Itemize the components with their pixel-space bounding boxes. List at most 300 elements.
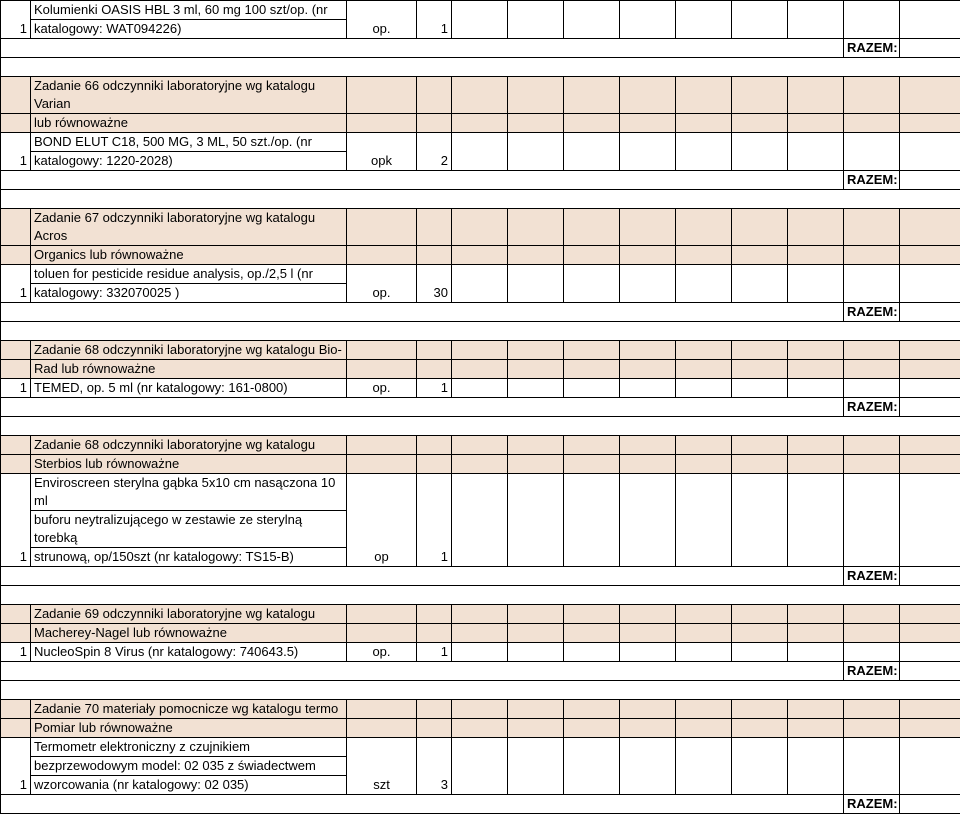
price-cell[interactable] bbox=[844, 643, 900, 662]
empty-cell bbox=[564, 114, 620, 133]
empty-cell bbox=[900, 719, 960, 738]
spacer-cell bbox=[1, 681, 960, 700]
empty-cell bbox=[844, 605, 900, 624]
price-cell[interactable] bbox=[676, 379, 732, 398]
item-description: TEMED, op. 5 ml (nr katalogowy: 161-0800) bbox=[31, 379, 347, 398]
empty-cell bbox=[900, 700, 960, 719]
price-cell[interactable] bbox=[452, 1, 508, 39]
empty-cell bbox=[564, 700, 620, 719]
empty-cell bbox=[452, 114, 508, 133]
empty-cell bbox=[564, 436, 620, 455]
lp-cell: 1 bbox=[1, 474, 31, 567]
empty-cell bbox=[508, 719, 564, 738]
total-value[interactable] bbox=[900, 171, 960, 190]
price-cell[interactable] bbox=[620, 379, 676, 398]
empty-cell bbox=[620, 341, 676, 360]
task-header: Zadanie 70 materiały pomocnicze wg katalogu termo bbox=[31, 700, 347, 719]
empty-cell bbox=[452, 455, 508, 474]
spacer-row bbox=[1, 322, 960, 341]
empty-cell bbox=[508, 700, 564, 719]
task-header: Pomiar lub równoważne bbox=[31, 719, 347, 738]
empty-cell bbox=[452, 605, 508, 624]
price-cell[interactable] bbox=[788, 265, 844, 303]
price-cell[interactable] bbox=[732, 379, 788, 398]
price-cell[interactable] bbox=[844, 265, 900, 303]
lp-cell: 1 bbox=[1, 265, 31, 303]
item-description: strunową, op/150szt (nr katalogowy: TS15-B) bbox=[31, 548, 347, 567]
empty-cell bbox=[676, 209, 732, 246]
price-cell[interactable] bbox=[564, 379, 620, 398]
empty-cell bbox=[508, 360, 564, 379]
empty-cell bbox=[620, 455, 676, 474]
item-description: Kolumienki OASIS HBL 3 ml, 60 mg 100 szt/op. (nr bbox=[31, 1, 347, 20]
empty-cell bbox=[844, 114, 900, 133]
empty-cell bbox=[788, 624, 844, 643]
empty-cell bbox=[452, 700, 508, 719]
item-description: buforu neytralizującego w zestawie ze sterylną torebką bbox=[31, 511, 347, 548]
empty-cell bbox=[1, 398, 844, 417]
quantity-cell: 1 bbox=[417, 1, 452, 39]
empty-cell bbox=[844, 77, 900, 114]
empty-cell bbox=[347, 436, 417, 455]
empty-cell bbox=[347, 455, 417, 474]
empty-cell bbox=[1, 567, 844, 586]
item-row bbox=[1, 379, 960, 398]
empty-cell bbox=[676, 455, 732, 474]
price-cell[interactable] bbox=[564, 474, 620, 567]
empty-cell bbox=[620, 719, 676, 738]
empty-cell bbox=[347, 246, 417, 265]
price-cell[interactable] bbox=[452, 265, 508, 303]
empty-cell bbox=[732, 719, 788, 738]
total-value[interactable] bbox=[900, 567, 960, 586]
empty-cell bbox=[732, 246, 788, 265]
lp-cell bbox=[1, 77, 31, 114]
empty-cell bbox=[620, 436, 676, 455]
empty-cell bbox=[900, 209, 960, 246]
empty-cell bbox=[417, 341, 452, 360]
spacer-cell bbox=[1, 58, 960, 77]
empty-cell bbox=[844, 719, 900, 738]
empty-cell bbox=[844, 246, 900, 265]
total-value[interactable] bbox=[900, 39, 960, 58]
item-description: wzorcowania (nr katalogowy: 02 035) bbox=[31, 776, 347, 795]
price-cell[interactable] bbox=[508, 379, 564, 398]
task-header-row bbox=[1, 455, 960, 474]
item-description: Enviroscreen sterylna gąbka 5x10 cm nasączona 10 ml bbox=[31, 474, 347, 511]
task-header: Zadanie 68 odczynniki laboratoryjne wg katalogu bbox=[31, 436, 347, 455]
unit-cell: szt bbox=[347, 738, 417, 795]
empty-cell bbox=[564, 246, 620, 265]
empty-cell bbox=[508, 624, 564, 643]
empty-cell bbox=[347, 209, 417, 246]
item-row bbox=[1, 643, 960, 662]
price-cell[interactable] bbox=[900, 265, 960, 303]
empty-cell bbox=[508, 246, 564, 265]
item-row bbox=[1, 738, 960, 757]
task-header-row bbox=[1, 360, 960, 379]
total-row bbox=[1, 39, 960, 58]
empty-cell bbox=[788, 719, 844, 738]
price-cell[interactable] bbox=[844, 1, 900, 39]
empty-cell bbox=[417, 77, 452, 114]
item-description: katalogowy: 332070025 ) bbox=[31, 284, 347, 303]
price-cell[interactable] bbox=[900, 474, 960, 567]
empty-cell bbox=[732, 341, 788, 360]
lp-cell: 1 bbox=[1, 738, 31, 795]
empty-cell bbox=[844, 360, 900, 379]
spacer-row bbox=[1, 681, 960, 700]
price-cell[interactable] bbox=[620, 1, 676, 39]
empty-cell bbox=[508, 455, 564, 474]
price-cell[interactable] bbox=[452, 379, 508, 398]
price-cell[interactable] bbox=[620, 738, 676, 795]
empty-cell bbox=[788, 77, 844, 114]
task-header: Macherey-Nagel lub równoważne bbox=[31, 624, 347, 643]
empty-cell bbox=[347, 114, 417, 133]
lp-cell bbox=[1, 209, 31, 246]
empty-cell bbox=[564, 719, 620, 738]
empty-cell bbox=[508, 209, 564, 246]
lp-cell bbox=[1, 360, 31, 379]
total-label: RAZEM: bbox=[844, 567, 900, 586]
empty-cell bbox=[417, 246, 452, 265]
empty-cell bbox=[676, 700, 732, 719]
empty-cell bbox=[1, 39, 844, 58]
empty-cell bbox=[564, 341, 620, 360]
task-header: Organics lub równoważne bbox=[31, 246, 347, 265]
lp-cell: 1 bbox=[1, 133, 31, 171]
empty-cell bbox=[620, 114, 676, 133]
task-header-row bbox=[1, 605, 960, 624]
quantity-cell: 2 bbox=[417, 133, 452, 171]
empty-cell bbox=[676, 360, 732, 379]
task-header-row bbox=[1, 209, 960, 246]
lp-cell bbox=[1, 700, 31, 719]
empty-cell bbox=[347, 77, 417, 114]
empty-cell bbox=[844, 455, 900, 474]
price-cell[interactable] bbox=[508, 1, 564, 39]
empty-cell bbox=[788, 246, 844, 265]
unit-cell: op bbox=[347, 474, 417, 567]
total-value[interactable] bbox=[900, 662, 960, 681]
price-cell[interactable] bbox=[452, 133, 508, 171]
price-cell[interactable] bbox=[564, 133, 620, 171]
total-label: RAZEM: bbox=[844, 398, 900, 417]
empty-cell bbox=[620, 246, 676, 265]
empty-cell bbox=[347, 360, 417, 379]
empty-cell bbox=[417, 719, 452, 738]
empty-cell bbox=[564, 455, 620, 474]
price-cell[interactable] bbox=[620, 474, 676, 567]
empty-cell bbox=[788, 114, 844, 133]
spacer-cell bbox=[1, 322, 960, 341]
price-cell[interactable] bbox=[508, 133, 564, 171]
price-cell[interactable] bbox=[508, 265, 564, 303]
empty-cell bbox=[452, 246, 508, 265]
price-cell[interactable] bbox=[452, 738, 508, 795]
unit-cell: op. bbox=[347, 379, 417, 398]
empty-cell bbox=[508, 341, 564, 360]
price-cell[interactable] bbox=[732, 474, 788, 567]
empty-cell bbox=[564, 77, 620, 114]
empty-cell bbox=[620, 77, 676, 114]
quantity-cell: 30 bbox=[417, 265, 452, 303]
empty-cell bbox=[417, 624, 452, 643]
price-cell[interactable] bbox=[620, 643, 676, 662]
empty-cell bbox=[620, 624, 676, 643]
quantity-cell: 1 bbox=[417, 474, 452, 567]
total-row bbox=[1, 795, 960, 814]
spacer-cell bbox=[1, 190, 960, 209]
item-description: toluen for pesticide residue analysis, op./2,5 l (nr bbox=[31, 265, 347, 284]
lp-cell bbox=[1, 624, 31, 643]
empty-cell bbox=[732, 436, 788, 455]
price-cell[interactable] bbox=[676, 1, 732, 39]
empty-cell bbox=[676, 719, 732, 738]
lp-cell: 1 bbox=[1, 1, 31, 39]
task-header: Zadanie 67 odczynniki laboratoryjne wg katalogu Acros bbox=[31, 209, 347, 246]
empty-cell bbox=[732, 455, 788, 474]
empty-cell bbox=[1, 795, 844, 814]
price-cell[interactable] bbox=[844, 474, 900, 567]
task-header: Zadanie 69 odczynniki laboratoryjne wg katalogu bbox=[31, 605, 347, 624]
price-cell[interactable] bbox=[844, 133, 900, 171]
unit-cell: opk bbox=[347, 133, 417, 171]
price-cell[interactable] bbox=[564, 643, 620, 662]
price-cell[interactable] bbox=[788, 1, 844, 39]
empty-cell bbox=[788, 700, 844, 719]
task-header: lub równoważne bbox=[31, 114, 347, 133]
item-row bbox=[1, 1, 960, 20]
empty-cell bbox=[732, 360, 788, 379]
price-cell[interactable] bbox=[732, 643, 788, 662]
price-cell[interactable] bbox=[676, 643, 732, 662]
price-cell[interactable] bbox=[900, 133, 960, 171]
price-cell[interactable] bbox=[900, 379, 960, 398]
empty-cell bbox=[676, 246, 732, 265]
total-row bbox=[1, 662, 960, 681]
price-cell[interactable] bbox=[788, 474, 844, 567]
empty-cell bbox=[844, 436, 900, 455]
quantity-cell: 1 bbox=[417, 643, 452, 662]
price-cell[interactable] bbox=[676, 474, 732, 567]
empty-cell bbox=[620, 605, 676, 624]
item-row bbox=[1, 133, 960, 152]
price-cell[interactable] bbox=[788, 643, 844, 662]
empty-cell bbox=[676, 605, 732, 624]
empty-cell bbox=[347, 624, 417, 643]
empty-cell bbox=[417, 360, 452, 379]
empty-cell bbox=[788, 341, 844, 360]
empty-cell bbox=[900, 360, 960, 379]
price-cell[interactable] bbox=[620, 265, 676, 303]
task-header: Zadanie 66 odczynniki laboratoryjne wg katalogu Varian bbox=[31, 77, 347, 114]
price-cell[interactable] bbox=[900, 643, 960, 662]
task-header: Sterbios lub równoważne bbox=[31, 455, 347, 474]
empty-cell bbox=[676, 624, 732, 643]
price-cell[interactable] bbox=[732, 1, 788, 39]
empty-cell bbox=[564, 209, 620, 246]
empty-cell bbox=[1, 171, 844, 190]
empty-cell bbox=[900, 455, 960, 474]
empty-cell bbox=[1, 662, 844, 681]
lp-cell bbox=[1, 341, 31, 360]
price-cell[interactable] bbox=[900, 1, 960, 39]
empty-cell bbox=[844, 700, 900, 719]
empty-cell bbox=[788, 455, 844, 474]
price-cell[interactable] bbox=[564, 265, 620, 303]
task-header-row bbox=[1, 114, 960, 133]
price-cell[interactable] bbox=[508, 738, 564, 795]
total-label: RAZEM: bbox=[844, 39, 900, 58]
empty-cell bbox=[417, 209, 452, 246]
empty-cell bbox=[508, 114, 564, 133]
price-cell[interactable] bbox=[788, 379, 844, 398]
empty-cell bbox=[900, 114, 960, 133]
empty-cell bbox=[452, 624, 508, 643]
empty-cell bbox=[732, 209, 788, 246]
empty-cell bbox=[788, 209, 844, 246]
empty-cell bbox=[732, 77, 788, 114]
empty-cell bbox=[620, 209, 676, 246]
lp-cell: 1 bbox=[1, 643, 31, 662]
price-cell[interactable] bbox=[508, 643, 564, 662]
unit-cell: op. bbox=[347, 1, 417, 39]
empty-cell bbox=[900, 605, 960, 624]
empty-cell bbox=[417, 455, 452, 474]
total-row bbox=[1, 398, 960, 417]
lp-cell bbox=[1, 455, 31, 474]
empty-cell bbox=[788, 436, 844, 455]
empty-cell bbox=[900, 341, 960, 360]
item-row bbox=[1, 265, 960, 284]
price-cell[interactable] bbox=[564, 1, 620, 39]
task-header-row bbox=[1, 436, 960, 455]
empty-cell bbox=[900, 624, 960, 643]
total-value[interactable] bbox=[900, 398, 960, 417]
item-description: katalogowy: 1220-2028) bbox=[31, 152, 347, 171]
spacer-row bbox=[1, 190, 960, 209]
price-cell[interactable] bbox=[452, 474, 508, 567]
empty-cell bbox=[564, 605, 620, 624]
item-description: BOND ELUT C18, 500 MG, 3 ML, 50 szt./op. (nr bbox=[31, 133, 347, 152]
lp-cell: 1 bbox=[1, 379, 31, 398]
empty-cell bbox=[676, 114, 732, 133]
price-cell[interactable] bbox=[732, 265, 788, 303]
empty-cell bbox=[508, 605, 564, 624]
total-label: RAZEM: bbox=[844, 171, 900, 190]
task-header-row bbox=[1, 341, 960, 360]
empty-cell bbox=[788, 605, 844, 624]
item-description: Termometr elektroniczny z czujnikiem bbox=[31, 738, 347, 757]
price-cell[interactable] bbox=[844, 379, 900, 398]
empty-cell bbox=[676, 77, 732, 114]
empty-cell bbox=[900, 246, 960, 265]
spacer-row bbox=[1, 58, 960, 77]
empty-cell bbox=[844, 209, 900, 246]
price-cell[interactable] bbox=[676, 265, 732, 303]
task-header-row bbox=[1, 624, 960, 643]
empty-cell bbox=[452, 719, 508, 738]
empty-cell bbox=[844, 341, 900, 360]
spacer-row bbox=[1, 417, 960, 436]
empty-cell bbox=[732, 624, 788, 643]
task-header-row bbox=[1, 719, 960, 738]
price-cell[interactable] bbox=[676, 738, 732, 795]
empty-cell bbox=[732, 605, 788, 624]
empty-cell bbox=[620, 700, 676, 719]
empty-cell bbox=[452, 209, 508, 246]
total-label: RAZEM: bbox=[844, 662, 900, 681]
item-row bbox=[1, 474, 960, 511]
quantity-cell: 1 bbox=[417, 379, 452, 398]
empty-cell bbox=[452, 436, 508, 455]
lp-cell bbox=[1, 246, 31, 265]
price-cell[interactable] bbox=[452, 643, 508, 662]
lp-cell bbox=[1, 114, 31, 133]
empty-cell bbox=[676, 436, 732, 455]
unit-cell: op. bbox=[347, 643, 417, 662]
price-cell[interactable] bbox=[844, 738, 900, 795]
total-row bbox=[1, 171, 960, 190]
task-header-row bbox=[1, 246, 960, 265]
empty-cell bbox=[347, 605, 417, 624]
item-description: NucleoSpin 8 Virus (nr katalogowy: 740643.5) bbox=[31, 643, 347, 662]
empty-cell bbox=[900, 77, 960, 114]
empty-cell bbox=[508, 77, 564, 114]
empty-cell bbox=[417, 436, 452, 455]
empty-cell bbox=[564, 624, 620, 643]
price-cell[interactable] bbox=[508, 474, 564, 567]
empty-cell bbox=[676, 341, 732, 360]
empty-cell bbox=[452, 341, 508, 360]
item-description: katalogowy: WAT094226) bbox=[31, 20, 347, 39]
total-value[interactable] bbox=[900, 303, 960, 322]
price-cell[interactable] bbox=[732, 738, 788, 795]
empty-cell bbox=[844, 624, 900, 643]
empty-cell bbox=[347, 719, 417, 738]
empty-cell bbox=[452, 77, 508, 114]
price-cell[interactable] bbox=[564, 738, 620, 795]
empty-cell bbox=[732, 700, 788, 719]
lp-cell bbox=[1, 605, 31, 624]
price-cell[interactable] bbox=[788, 133, 844, 171]
task-header: Rad lub równoważne bbox=[31, 360, 347, 379]
unit-cell: op. bbox=[347, 265, 417, 303]
empty-cell bbox=[620, 360, 676, 379]
price-cell[interactable] bbox=[788, 738, 844, 795]
task-header-row bbox=[1, 700, 960, 719]
empty-cell bbox=[788, 360, 844, 379]
empty-cell bbox=[417, 114, 452, 133]
empty-cell bbox=[900, 436, 960, 455]
price-cell[interactable] bbox=[900, 738, 960, 795]
spacer-cell bbox=[1, 417, 960, 436]
empty-cell bbox=[732, 114, 788, 133]
empty-cell bbox=[347, 700, 417, 719]
price-cell[interactable] bbox=[676, 133, 732, 171]
empty-cell bbox=[452, 360, 508, 379]
price-cell[interactable] bbox=[620, 133, 676, 171]
empty-cell bbox=[417, 700, 452, 719]
empty-cell bbox=[1, 303, 844, 322]
total-value[interactable] bbox=[900, 795, 960, 814]
total-label: RAZEM: bbox=[844, 303, 900, 322]
empty-cell bbox=[564, 360, 620, 379]
price-cell[interactable] bbox=[732, 133, 788, 171]
total-label: RAZEM: bbox=[844, 795, 900, 814]
